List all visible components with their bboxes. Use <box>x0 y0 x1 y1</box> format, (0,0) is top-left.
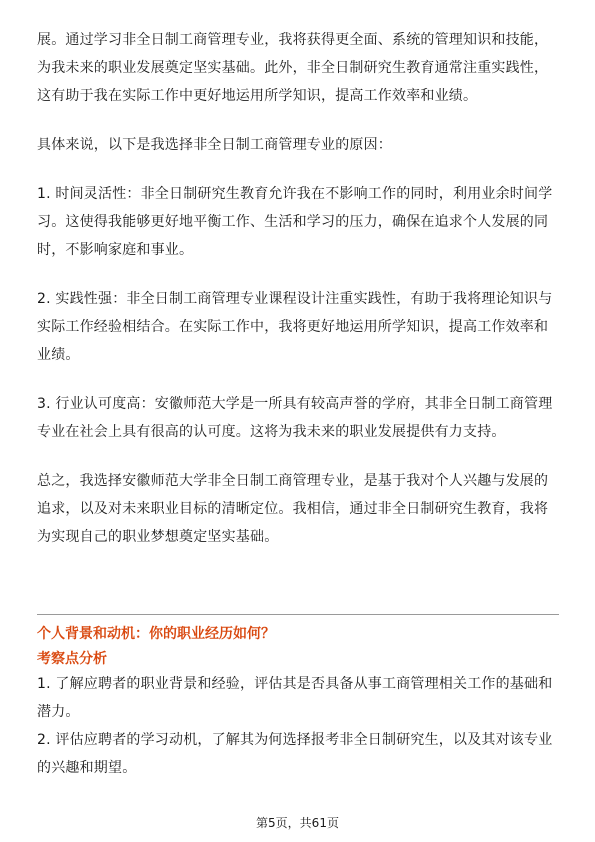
analysis-point-1: 1. 了解应聘者的职业背景和经验，评估其是否具备从事工商管理相关工作的基础和潜力。 <box>37 676 553 720</box>
paragraph-gap <box>37 264 559 285</box>
paragraph-reason-2: 2. 实践性强：非全日制工商管理专业课程设计注重实践性，有助于我将理论知识与实际工作经验相结合。在实际工作中，我将更好地运用所学知识，提高工作效率和业绩。 <box>37 291 553 363</box>
question-heading: 个人背景和动机：你的职业经历如何？ <box>37 626 275 642</box>
page-number: 第5页，共61页 <box>256 816 339 830</box>
paragraph-reasons-lead: 具体来说，以下是我选择非全日制工商管理专业的原因： <box>37 137 392 153</box>
paragraph-conclusion: 总之，我选择安徽师范大学非全日制工商管理专业，是基于我对个人兴趣与发展的追求，以及对未来职业目标的清晰定位。我相信，通过非全日制研究生教育，我将为实现自己的职业梦想奠定坚实基础。 <box>37 473 549 545</box>
paragraph-reason-1: 1. 时间灵活性：非全日制研究生教育允许我在不影响工作的同时，利用业余时间学习。这使得我能够更好地平衡工作、生活和学习的压力，确保在追求个人发展的同时，不影响家庭和事业。 <box>37 186 553 258</box>
paragraph-gap <box>37 159 559 180</box>
paragraph-reason-3: 3. 行业认可度高：安徽师范大学是一所具有较高声誉的学府，其非全日制工商管理专业在社会上具有很高的认可度。这将为我未来的职业发展提供有力支持。 <box>37 396 553 440</box>
paragraph-gap <box>37 369 559 390</box>
paragraph-gap <box>37 446 559 467</box>
body-text <box>37 26 559 551</box>
analysis-heading: 考察点分析 <box>37 651 107 667</box>
question-section <box>37 620 559 782</box>
analysis-point-2: 2. 评估应聘者的学习动机，了解其为何选择报考非全日制研究生，以及其对该专业的兴趣和期望。 <box>37 732 553 776</box>
section-divider <box>37 614 559 615</box>
paragraph-intro-continued: 展。通过学习非全日制工商管理专业，我将获得更全面、系统的管理知识和技能，为我未来的职业发展奠定坚实基础。此外，非全日制研究生教育通常注重实践性，这有助于我在实际工作中更好地运用所学知识，提高工作效率和业绩。 <box>37 32 549 104</box>
paragraph-gap <box>37 110 559 131</box>
